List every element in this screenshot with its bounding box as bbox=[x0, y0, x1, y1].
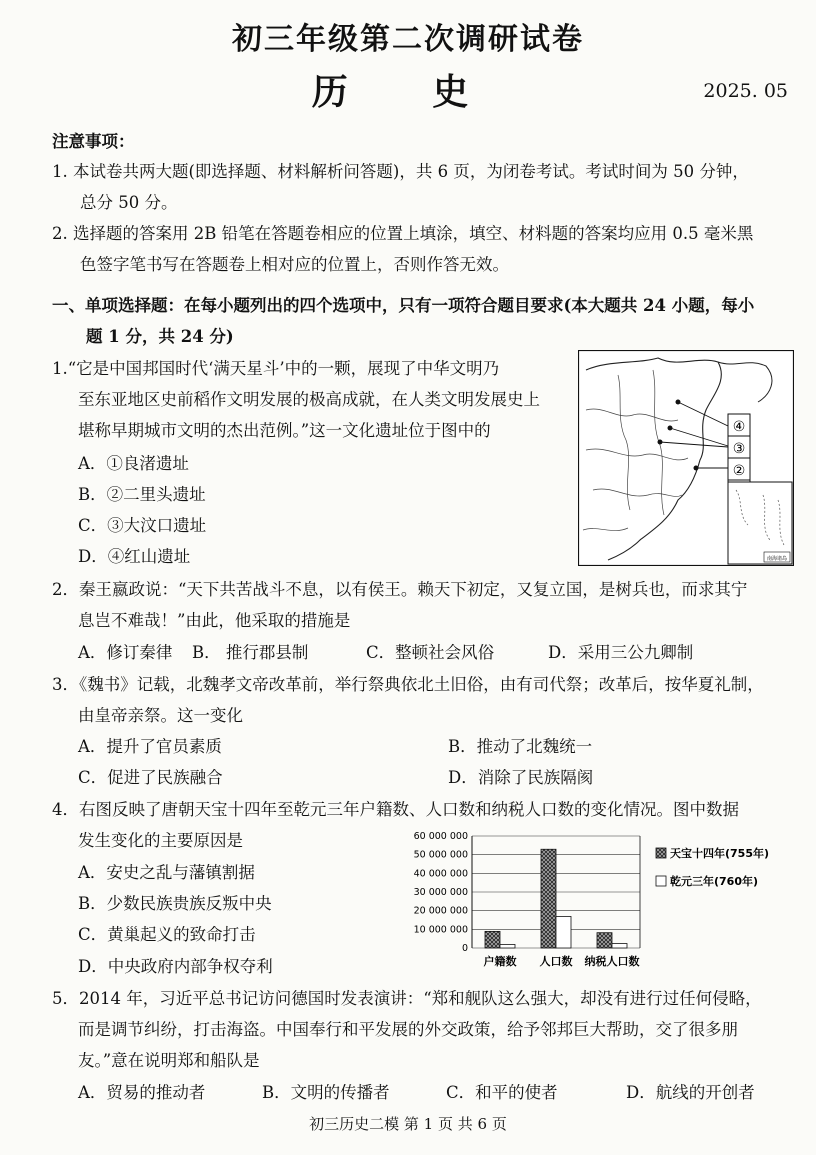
notice-item-1-line-2: 总分 50 分。 bbox=[80, 193, 178, 212]
notice-heading: 注意事项： bbox=[52, 132, 135, 151]
q2-option-d: D．采用三公九卿制 bbox=[548, 643, 694, 662]
china-map-figure bbox=[578, 350, 794, 566]
q1-option-a: A．①良渚遗址 bbox=[78, 454, 189, 473]
y-tick-label: 20 000 000 bbox=[413, 905, 468, 917]
bar-0-1 bbox=[500, 944, 515, 948]
page-footer: 初三历史二模 第 1 页 共 6 页 bbox=[309, 1115, 507, 1133]
q3-option-c: C．促进了民族融合 bbox=[78, 768, 223, 787]
legend-label: 乾元三年(760年) bbox=[670, 875, 759, 888]
q5-stem-line-2: 而是调节纠纷，打击海盗。中国奉行和平发展的外交政策，给予邻邦巨大帮助，交了很多朋 bbox=[78, 1020, 738, 1039]
bar-2-0 bbox=[597, 933, 612, 948]
q3-stem-line-2: 由皇帝亲祭。这一变化 bbox=[78, 706, 243, 725]
y-tick-label: 50 000 000 bbox=[413, 849, 468, 861]
q1-option-d: D．④红山遗址 bbox=[78, 547, 191, 566]
subject-title: 历 史 bbox=[311, 71, 505, 113]
q5-option-a: A．贸易的推动者 bbox=[78, 1083, 206, 1102]
q1-stem-line-1: 1.“它是中国邦国时代‘满天星斗’中的一颗，展现了中华文明乃 bbox=[52, 359, 500, 378]
q2-option-a: A．修订秦律 bbox=[78, 643, 173, 662]
population-bar-chart bbox=[404, 826, 800, 974]
map-label-2: ② bbox=[732, 463, 746, 479]
q4-option-b: B．少数民族贵族反叛中央 bbox=[78, 894, 272, 913]
q1-option-c: C．③大汶口遗址 bbox=[78, 516, 207, 535]
map-label-3: ③ bbox=[732, 441, 746, 457]
y-tick-label: 30 000 000 bbox=[413, 887, 468, 898]
q2-option-b: B． 推行郡县制 bbox=[192, 643, 309, 662]
q2-stem-line-1: 2．秦王嬴政说：“天下共苦战斗不息，以有侯王。赖天下初定，又复立国，是树兵也，而求其宁 bbox=[52, 580, 748, 599]
x-category-label: 户籍数 bbox=[483, 955, 517, 968]
q4-option-c: C．黄巢起义的致命打击 bbox=[78, 925, 256, 944]
legend-label: 天宝十四年(755年) bbox=[670, 847, 770, 860]
q1-stem-line-2: 至东亚地区史前稻作文明发展的极高成就，在人类文明发展史上 bbox=[78, 390, 540, 409]
bar-2-1 bbox=[612, 944, 627, 948]
notice-item-2-line-2: 色签字笔书写在答题卷上相对应的位置上，否则作答无效。 bbox=[80, 255, 509, 274]
q4-stem-line-1: 4．右图反映了唐朝天宝十四年至乾元三年户籍数、人口数和纳税人口数的变化情况。图中数据 bbox=[52, 800, 739, 819]
legend-swatch bbox=[656, 876, 666, 886]
q2-stem-line-2: 息岂不难哉！”由此，他采取的措施是 bbox=[78, 611, 351, 630]
x-category-label: 纳税人口数 bbox=[584, 955, 640, 968]
y-tick-label: 40 000 000 bbox=[413, 868, 468, 880]
section-heading-line-2: 题 1 分，共 24 分) bbox=[86, 327, 234, 346]
q5-option-d: D．航线的开创者 bbox=[626, 1083, 755, 1102]
bar-1-1 bbox=[556, 916, 571, 948]
y-tick-label: 10 000 000 bbox=[413, 924, 468, 936]
notice-item-2-line-1: 2. 选择题的答案用 2B 铅笔在答题卷相应的位置上填涂，填空、材料题的答案均应用 0.5 毫米黑 bbox=[52, 224, 754, 243]
notice-item-1-line-1: 1. 本试卷共两大题(即选择题、材料解析问答题)，共 6 页，为闭卷考试。考试时间为 50 分钟， bbox=[52, 162, 749, 181]
q1-stem-line-3: 堪称早期城市文明的杰出范例。”这一文化遗址位于图中的 bbox=[78, 421, 491, 440]
q2-option-c: C．整顿社会风俗 bbox=[366, 643, 495, 662]
q4-option-d: D．中央政府内部争权夺利 bbox=[78, 957, 273, 976]
q1-option-b: B．②二里头遗址 bbox=[78, 485, 206, 504]
q5-option-b: B．文明的传播者 bbox=[262, 1083, 390, 1102]
q3-stem-line-1: 3．《魏书》记载，北魏孝文帝改革前，举行祭典依北土旧俗，由有司代祭；改革后，按华夏礼制， bbox=[52, 675, 764, 694]
q3-option-d: D．消除了民族隔阂 bbox=[448, 768, 594, 787]
x-category-label: 人口数 bbox=[539, 955, 573, 968]
q5-option-c: C．和平的使者 bbox=[446, 1083, 558, 1102]
y-tick-label: 0 bbox=[461, 943, 468, 954]
y-tick-label: 60 000 000 bbox=[413, 831, 468, 842]
q3-option-b: B．推动了北魏统一 bbox=[448, 737, 593, 756]
q4-stem-line-2: 发生变化的主要原因是 bbox=[78, 831, 243, 850]
legend-swatch bbox=[656, 848, 666, 858]
q4-option-a: A．安史之乱与藩镇割据 bbox=[78, 863, 255, 882]
q3-option-a: A．提升了官员素质 bbox=[78, 737, 222, 756]
inset-label: 南海诸岛 bbox=[766, 556, 788, 562]
exam-date: 2025. 05 bbox=[703, 80, 788, 102]
bar-1-0 bbox=[541, 849, 556, 948]
bar-0-0 bbox=[485, 931, 500, 948]
exam-title: 初三年级第二次调研试卷 bbox=[232, 22, 584, 57]
map-label-4: ④ bbox=[732, 419, 746, 435]
q5-stem-line-3: 友。”意在说明郑和船队是 bbox=[78, 1051, 260, 1070]
section-heading-line-1: 一、单项选择题：在每小题列出的四个选项中，只有一项符合题目要求(本大题共 24 小题，每小 bbox=[52, 296, 755, 315]
q5-stem-line-1: 5．2014 年，习近平总书记访问德国时发表演讲：“郑和舰队这么强大，却没有进行过任何侵略， bbox=[52, 989, 762, 1008]
